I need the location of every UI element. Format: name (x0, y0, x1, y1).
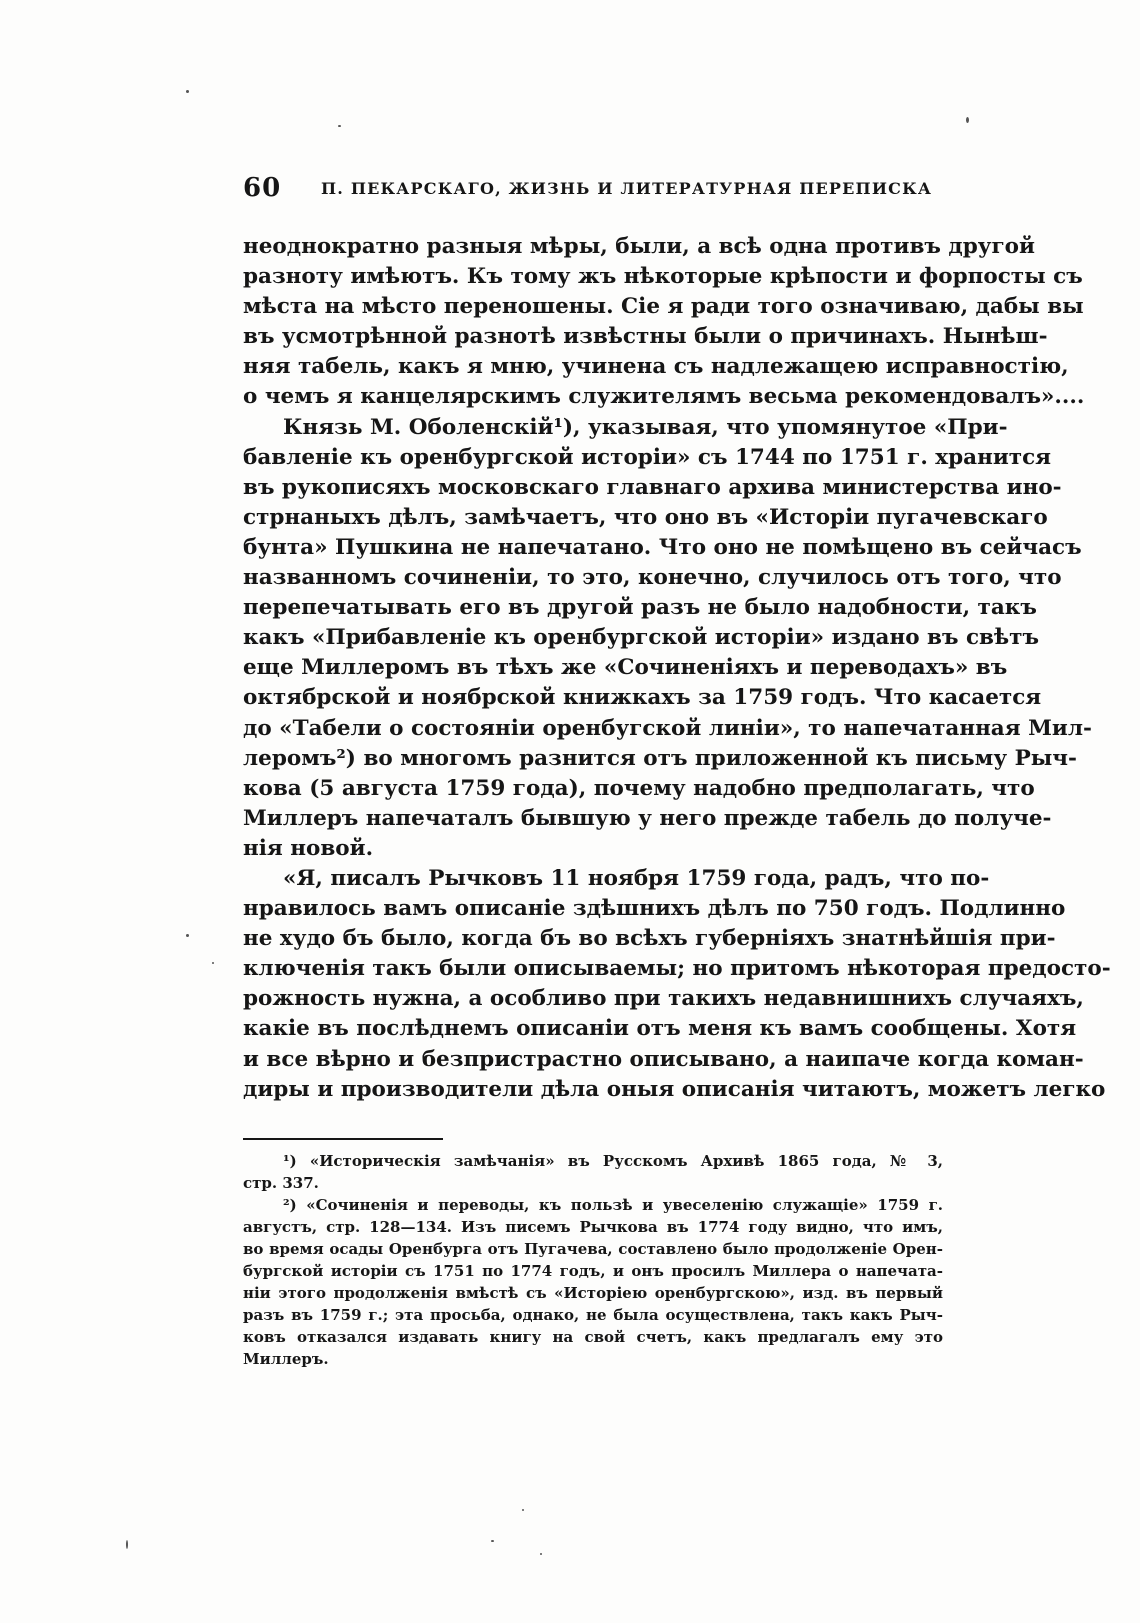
text-line: нравилось вамъ описаніе здѣшнихъ дѣлъ по 750 годъ. Подлинно (243, 896, 1066, 922)
text-line: какіе въ послѣднемъ описаніи отъ меня къ вамъ сообщены. Хотя (243, 1016, 1077, 1042)
scan-speck (338, 125, 341, 127)
scan-speck (540, 1553, 542, 1555)
page-number: 60 (243, 173, 282, 203)
footnote-line: ніи этого продолженія вмѣстѣ съ «Исторіею оренбургскою», изд. въ первый (243, 1284, 943, 1302)
scan-speck (126, 1540, 128, 1549)
footnote-line: разъ въ 1759 г.; эта просьба, однако, не была осуществлена, такъ какъ Рыч- (243, 1306, 943, 1324)
text-line: о чемъ я канцелярскимъ служителямъ весьма рекомендовалъ».... (243, 384, 1085, 410)
text-line: ключенія такъ были описываемы; но притомъ нѣкоторая предосто- (243, 956, 1111, 982)
text-line: какъ «Прибавленіе къ оренбургской исторіи» издано въ свѣтъ (243, 625, 1039, 651)
footnote-line: бургской исторіи съ 1751 по 1774 годъ, и онъ просилъ Миллера о напечата- (243, 1262, 943, 1280)
footnote-line: августъ, стр. 128—134. Изъ писемъ Рычкова въ 1774 году видно, что имъ, (243, 1218, 943, 1236)
footnote-line: ковъ отказался издавать книгу на свой счетъ, какъ предлагалъ ему это (243, 1328, 943, 1346)
scan-speck (522, 1509, 524, 1511)
footnote-line: ¹) «Историческія замѣчанія» въ Русскомъ Архивѣ 1865 года, № 3, (283, 1152, 943, 1170)
text-line: не худо бъ было, когда бъ во всѣхъ губерніяхъ знатнѣйшія при- (243, 926, 1056, 952)
text-line: нія новой. (243, 835, 374, 861)
scan-speck (491, 1540, 494, 1542)
scan-speck (186, 934, 189, 937)
text-line: бавленіе къ оренбургской исторіи» съ 1744 по 1751 г. хранится (243, 444, 1052, 470)
text-line: въ усмотрѣнной разнотѣ извѣстны были о причинахъ. Нынѣш- (243, 324, 1048, 350)
scan-speck (212, 962, 214, 964)
text-line: до «Табели о состояніи оренбугской линіи», то напечатанная Мил- (243, 715, 1092, 741)
scan-speck (186, 90, 189, 93)
text-line: еще Миллеромъ въ тѣхъ же «Сочиненіяхъ и переводахъ» въ (243, 655, 1008, 681)
text-line: разноту имѣютъ. Къ тому жъ нѣкоторые крѣпости и форпосты съ (243, 264, 1083, 290)
text-line: рожность нужна, а особливо при такихъ недавнишнихъ случаяхъ, (243, 986, 1084, 1012)
text-line: няя табель, какъ я мню, учинена съ надлежащею исправностію, (243, 354, 1069, 380)
text-line: перепечатывать его въ другой разъ не было надобности, такъ (243, 595, 1037, 621)
footnote-divider (243, 1138, 443, 1140)
text-line: леромъ²) во многомъ разнится отъ приложенной къ письму Рыч- (243, 745, 1077, 771)
footnote-line: Миллеръ. (243, 1350, 329, 1368)
text-line: неоднократно разныя мѣры, были, а всѣ одна противъ другой (243, 234, 1035, 259)
text-line: стрнаныхъ дѣлъ, замѣчаетъ, что оно въ «Исторіи пугачевскаго (243, 504, 1048, 530)
text-line: и все вѣрно и безпристрастно описывано, а наипаче когда коман- (243, 1046, 1084, 1072)
page-header (243, 173, 943, 213)
footnote-line: во время осады Оренбурга отъ Пугачева, составлено было продолженіе Орен- (243, 1240, 943, 1258)
text-line: диры и производители дѣла оныя описанія читаютъ, можетъ легко (243, 1076, 1106, 1102)
text-line: кова (5 августа 1759 года), почему надобно предполагать, что (243, 775, 1035, 801)
text-line: мѣста на мѣсто переношены. Сіе я ради того означиваю, дабы вы (243, 294, 1084, 320)
scan-speck (966, 117, 969, 123)
text-line: Князь М. Оболенскій¹), указывая, что упомянутое «При- (283, 414, 1008, 440)
text-line: въ рукописяхъ московскаго главнаго архива министерства ино- (243, 474, 1062, 500)
text-line: Миллеръ напечаталъ бывшую у него прежде табель до получе- (243, 805, 1052, 831)
text-line: бунта» Пушкина не напечатано. Что оно не помѣщено въ сейчасъ (243, 534, 1082, 560)
footnote-line: ²) «Сочиненія и переводы, къ пользѣ и увеселенію служащіе» 1759 г. (283, 1196, 943, 1214)
main-text (243, 232, 1111, 1105)
running-title: П. ПЕКАРСКАГО, ЖИЗНЬ И ЛИТЕРАТУРНАЯ ПЕРЕПИСКА (321, 179, 933, 198)
text-line: «Я, писалъ Рычковъ 11 ноября 1759 года, радъ, что по- (283, 865, 990, 891)
footnote-line: стр. 337. (243, 1174, 319, 1192)
footnotes (243, 1150, 943, 1370)
text-line: названномъ сочиненіи, то это, конечно, случилось отъ того, что (243, 565, 1062, 591)
text-line: октябрской и ноябрской книжкахъ за 1759 годъ. Что касается (243, 685, 1042, 711)
